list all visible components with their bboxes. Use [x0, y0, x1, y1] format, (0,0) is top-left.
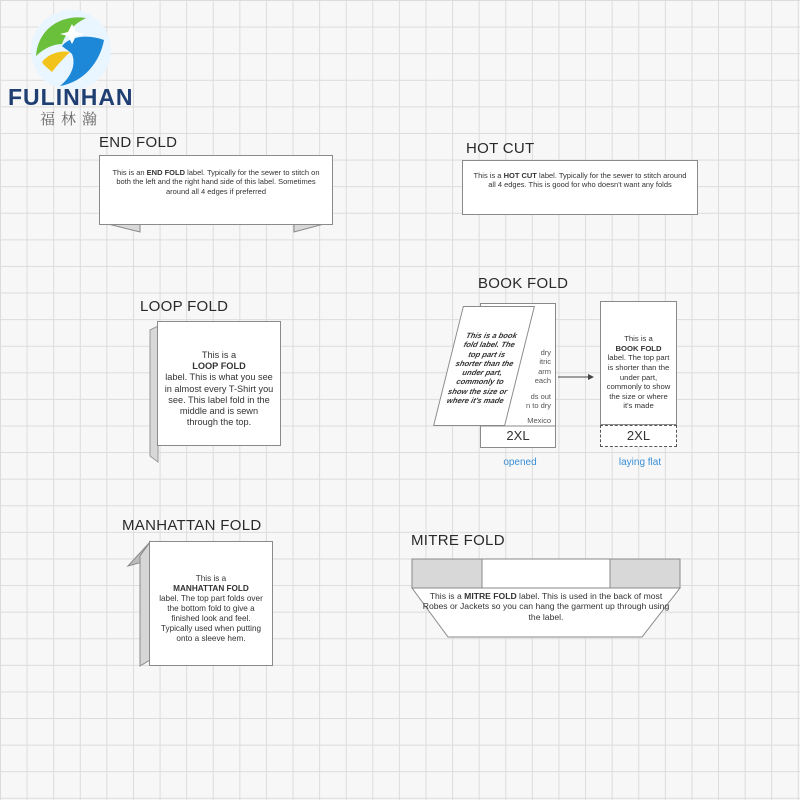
manhattan-fold-text-1: This is a — [195, 574, 227, 583]
book-fold-flat-bold: BOOK FOLD — [615, 343, 662, 353]
hot-cut-bold: HOT CUT — [503, 171, 537, 180]
end-fold-text-1: This is an — [112, 168, 147, 177]
loop-fold-text-1: This is a — [201, 350, 237, 360]
manhattan-fold-text-2: label. The top part folds over the bottom fold to give a finished look and feel. Typically used when putting onto a sleeve hem. — [159, 594, 263, 643]
loop-fold-title: LOOP FOLD — [140, 298, 229, 315]
book-fold-caption-opened: opened — [503, 457, 537, 468]
hot-cut-text-2: label. Typically for the sewer to stitch around all 4 edges. This is good for who doesn't want any folds — [488, 171, 687, 190]
end-fold-text-2: label. Typically for the sewer to stitch on both the left and the right hand side of this label. Sometimes around all 4 edges if preferred — [116, 168, 320, 196]
loop-fold-text-2: label. This is what you see in almost every T-Shirt you see. This label fold in the middle and is sewn through the top. — [164, 372, 274, 428]
hot-cut-text-1: This is a — [473, 171, 504, 180]
mitre-fold-title: MITRE FOLD — [411, 532, 505, 549]
loop-fold-bold: LOOP FOLD — [192, 361, 246, 372]
end-fold-title: END FOLD — [99, 134, 178, 151]
book-fold-top-text: This is a book fold label. The top part is shorter than the under part, commonly to show the size or where it's made — [445, 331, 519, 405]
book-fold-caption-flat: laying flat — [618, 457, 662, 468]
mitre-fold-text-1: This is a — [429, 591, 465, 601]
mitre-fold-bold: MITRE FOLD — [464, 591, 517, 601]
book-fold-size-opened: 2XL — [506, 428, 530, 443]
under-fragment: dry — [540, 348, 551, 357]
book-fold-flat-text-2: label. The top part is shorter than the under part, commonly to show the size or where it's made — [606, 353, 671, 411]
brand-name-chinese: 福林瀚 — [40, 110, 104, 128]
hot-cut-title: HOT CUT — [466, 140, 535, 157]
manhattan-fold-bold: MANHATTAN FOLD — [173, 584, 249, 593]
under-fragment: ds out — [530, 391, 551, 401]
under-fragment: each — [534, 376, 551, 386]
manhattan-fold-title: MANHATTAN FOLD — [122, 517, 262, 534]
book-fold-size-flat: 2XL — [600, 425, 677, 447]
mitre-fold-text-2: label. This is used in the back of most Robes or Jackets so you can hang the garment up through using the label. — [422, 591, 670, 622]
brand-name: FULINHAN — [8, 84, 134, 110]
book-fold-title: BOOK FOLD — [478, 275, 569, 292]
under-fragment: arm — [538, 366, 551, 376]
under-fragment: itric — [539, 357, 551, 367]
under-fragment: Mexico — [527, 416, 551, 426]
end-fold-bold: END FOLD — [146, 168, 185, 177]
under-fragment: n to dry — [525, 400, 551, 410]
book-fold-flat-text-1: This is a — [624, 334, 653, 343]
mitre-fold-text — [420, 591, 672, 622]
